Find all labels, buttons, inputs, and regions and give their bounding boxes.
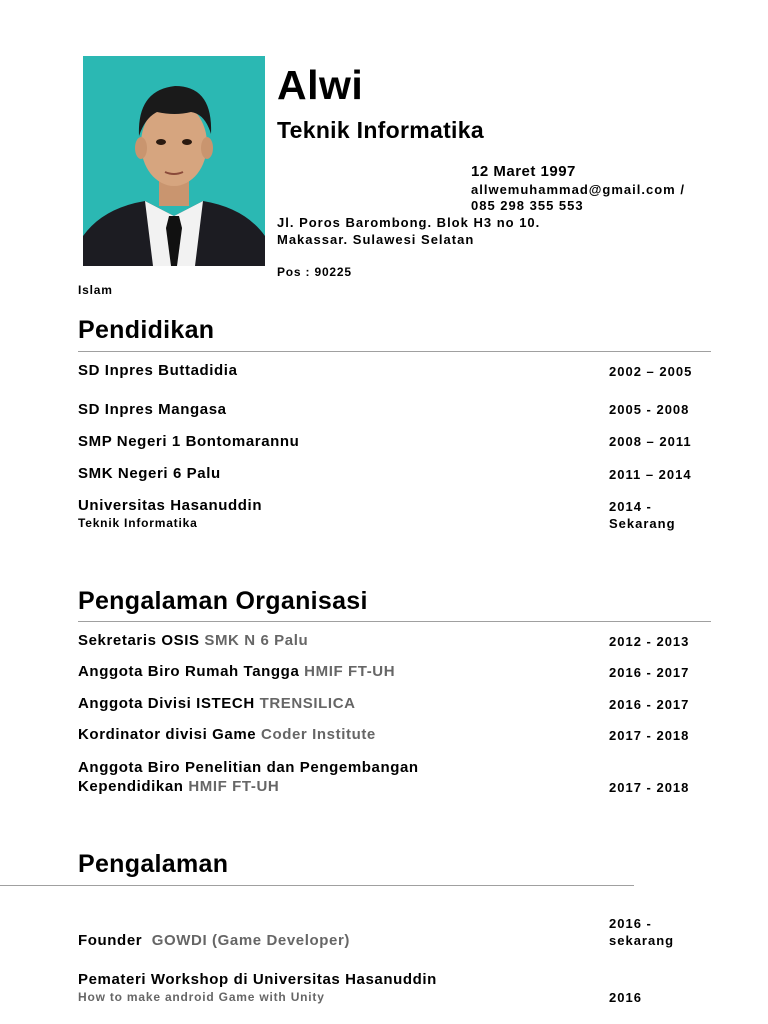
education-years-end: Sekarang (609, 516, 676, 531)
section-education-heading: Pendidikan (78, 316, 215, 344)
address-line-1: Jl. Poros Barombong. Blok H3 no 10. (277, 215, 541, 230)
organization-years: 2017 - 2018 (609, 728, 690, 743)
education-years: 2005 - 2008 (609, 402, 690, 417)
experience-years: 2016 - (609, 916, 652, 931)
education-divider (78, 351, 711, 352)
organization-years: 2017 - 2018 (609, 780, 690, 795)
organization-item (78, 695, 356, 712)
organization-item (78, 778, 279, 795)
experience-organization: GOWDI (Game Developer) (151, 932, 350, 949)
education-years: 2014 - (609, 499, 652, 514)
experience-item (78, 932, 350, 949)
organization-item (78, 632, 308, 649)
organization-name: SMK N 6 Palu (204, 632, 309, 649)
organization-years: 2016 - 2017 (609, 665, 690, 680)
religion: Islam (78, 283, 113, 297)
birth-date: 12 Maret 1997 (471, 163, 576, 180)
address-line-2: Makassar. Sulawesi Selatan (277, 232, 475, 247)
organization-divider (78, 621, 711, 622)
education-years: 2002 – 2005 (609, 364, 693, 379)
candidate-name: Alwi (277, 62, 364, 108)
education-school: SD Inpres Mangasa (78, 401, 227, 418)
organization-role: Anggota Biro Rumah Tangga (78, 663, 300, 680)
person-illustration (83, 56, 265, 266)
education-years: 2011 – 2014 (609, 467, 692, 482)
candidate-major: Teknik Informatika (277, 117, 484, 143)
section-organization-heading: Pengalaman Organisasi (78, 587, 368, 615)
organization-role: Anggota Biro Penelitian dan Pengembangan (78, 759, 419, 776)
education-years: 2008 – 2011 (609, 434, 692, 449)
education-school: Universitas Hasanuddin (78, 497, 263, 514)
postal-code: Pos : 90225 (277, 265, 352, 279)
experience-years: 2016 (609, 990, 642, 1005)
organization-name: HMIF FT-UH (304, 663, 396, 680)
contact-email: allwemuhammad@gmail.com / (471, 182, 685, 197)
education-program: Teknik Informatika (78, 516, 198, 530)
organization-item (78, 726, 376, 743)
education-school: SD Inpres Buttadidia (78, 362, 238, 379)
organization-role: Anggota Divisi ISTECH (78, 695, 255, 712)
experience-years-end: sekarang (609, 933, 675, 948)
organization-name: TRENSILICA (259, 695, 356, 712)
section-experience-heading: Pengalaman (78, 850, 229, 878)
organization-name: HMIF FT-UH (188, 778, 280, 795)
experience-role: Pemateri Workshop di Universitas Hasanuddin (78, 971, 437, 988)
organization-years: 2012 - 2013 (609, 634, 690, 649)
organization-role: Kordinator divisi Game (78, 726, 257, 743)
organization-item (78, 663, 395, 680)
organization-role-continued: Kependidikan (78, 778, 184, 795)
contact-phone: 085 298 355 553 (471, 198, 584, 213)
experience-role: Founder (78, 932, 143, 949)
organization-years: 2016 - 2017 (609, 697, 690, 712)
experience-divider (0, 885, 634, 886)
organization-role: Sekretaris OSIS (78, 632, 200, 649)
education-school: SMP Negeri 1 Bontomarannu (78, 433, 300, 450)
organization-name: Coder Institute (261, 726, 376, 743)
profile-photo (83, 56, 265, 266)
experience-topic: How to make android Game with Unity (78, 990, 325, 1004)
education-school: SMK Negeri 6 Palu (78, 465, 221, 482)
